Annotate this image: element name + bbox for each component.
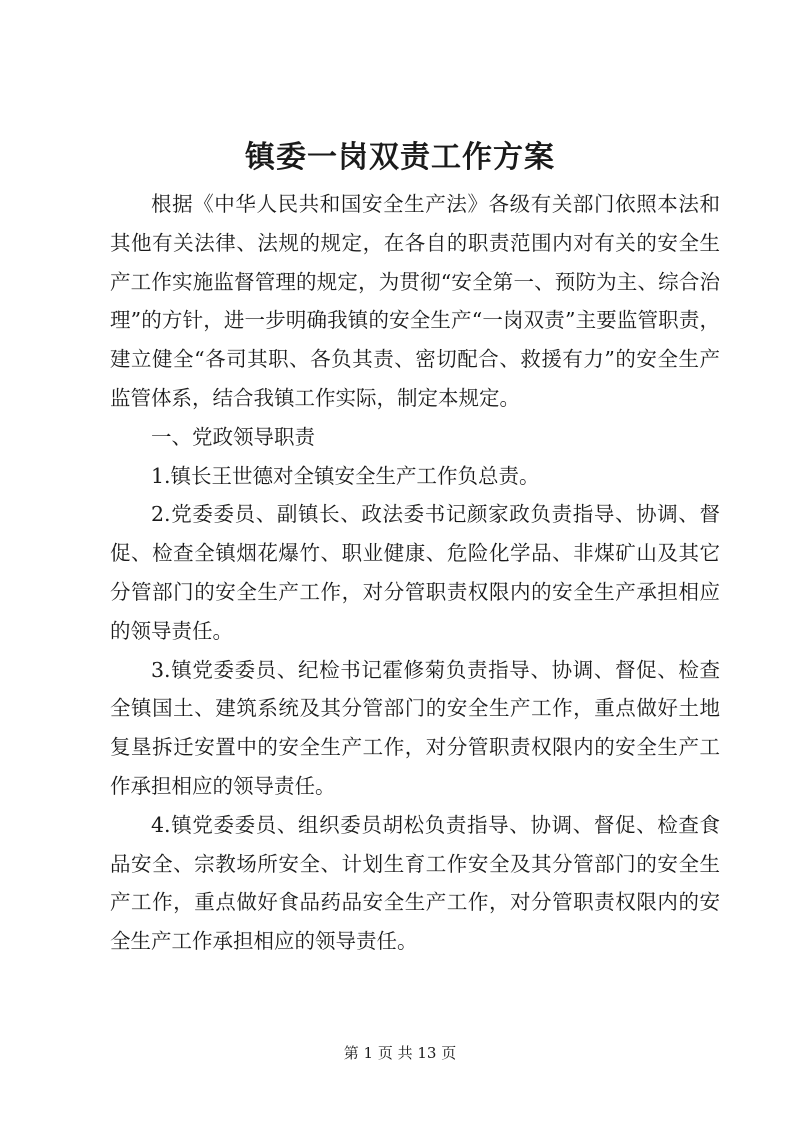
paragraph-intro: 根据《中华人民共和国安全生产法》各级有关部门依照本法和其他有关法律、法规的规定，在各自的职责范围内对有关的安全生产工作实施监督管理的规定，为贯彻“安全第一、预防为主、综合治理”的方针，进一步明确我镇的安全生产“一岗双责”主要监管职责，建立健全“各司其职、各负其责、密切配合、救援有力”的安全生产监管体系，结合我镇工作实际，制定本规定。 (110, 192, 720, 410)
page-number-footer: 第 1 页 共 13 页 (343, 1044, 457, 1062)
section-heading: 一、党政领导职责 (151, 424, 315, 449)
paragraph-item-1: 1.镇长王世德对全镇安全生产工作负总责。 (151, 463, 540, 488)
paragraph-item-4: 4.镇党委委员、组织委员胡松负责指导、协调、督促、检查食品安全、宗教场所安全、计划生育工作安全及其分管部门的安全生产工作，重点做好食品药品安全生产工作，对分管职责权限内的安全生产工作承担相应的领导责任。 (110, 812, 720, 954)
paragraph-item-3: 3.镇党委委员、纪检书记霍修菊负责指导、协调、督促、检查全镇国土、建筑系统及其分管部门的安全生产工作，重点做好土地复垦拆迁安置中的安全生产工作，对分管职责权限内的安全生产工作承担相应的领导责任。 (110, 657, 720, 798)
paragraph-item-2: 2.党委委员、副镇长、政法委书记颜家政负责指导、协调、督促、检查全镇烟花爆竹、职业健康、危险化学品、非煤矿山及其它分管部门的安全生产工作，对分管职责权限内的安全生产承担相应的领导责任。 (110, 502, 720, 643)
page-title: 镇委一岗双责工作方案 (245, 140, 555, 175)
document-body (110, 185, 720, 961)
